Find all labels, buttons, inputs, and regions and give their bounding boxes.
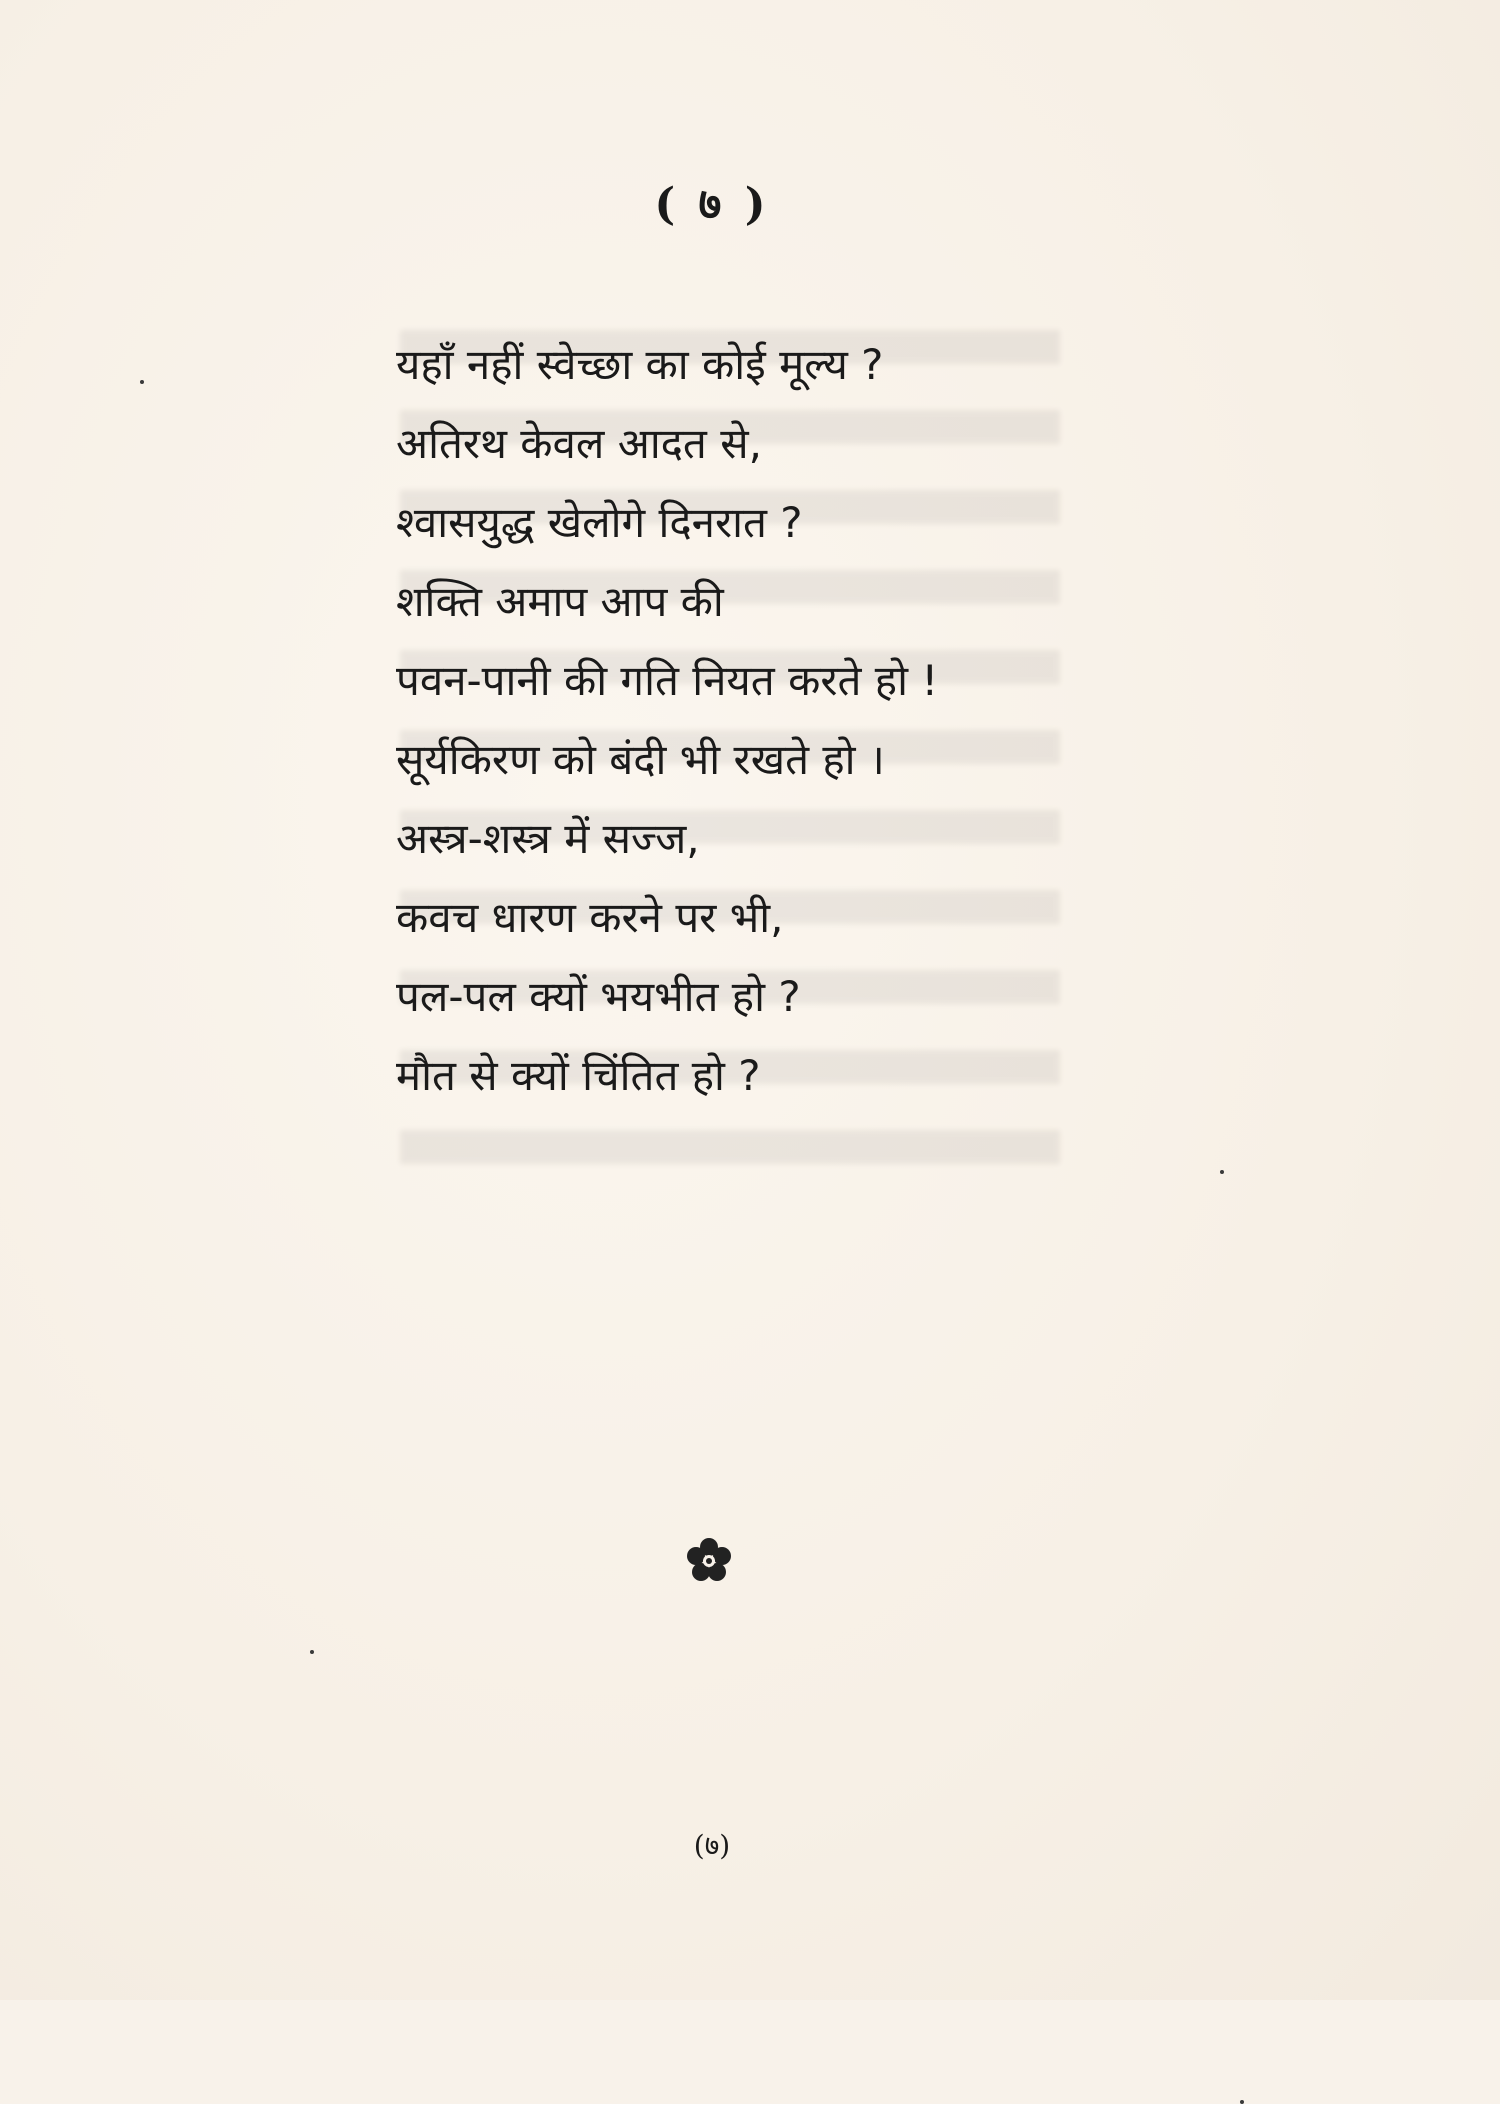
poem-line: श्वासयुद्ध खेलोगे दिनरात ?	[396, 498, 803, 547]
ink-speck	[1240, 2100, 1244, 2104]
poem-number-heading: ( ७ )	[654, 179, 770, 230]
ink-speck	[310, 1650, 314, 1654]
poem-line: अतिरथ केवल आदत से,	[396, 419, 762, 468]
page-number: (७)	[693, 1829, 731, 1862]
ink-speck	[140, 380, 144, 384]
flower-ornament-icon	[684, 1536, 734, 1586]
poem-body	[396, 330, 1096, 1120]
poem-line: अस्त्र-शस्त्र में सज्ज,	[396, 814, 700, 863]
poem-line: शक्ति अमाप आप की	[396, 577, 724, 626]
poem-line: पल-पल क्यों भयभीत हो ?	[396, 972, 801, 1021]
poem-line: सूर्यकिरण को बंदी भी रखते हो ।	[396, 735, 885, 784]
poem-line: मौत से क्यों चिंतित हो ?	[396, 1051, 761, 1100]
ink-speck	[1220, 1170, 1224, 1174]
poem-line: कवच धारण करने पर भी,	[396, 893, 784, 942]
poem-line: यहाँ नहीं स्वेच्छा का कोई मूल्य ?	[396, 340, 884, 389]
poem-line: पवन-पानी की गति नियत करते हो !	[396, 656, 939, 705]
